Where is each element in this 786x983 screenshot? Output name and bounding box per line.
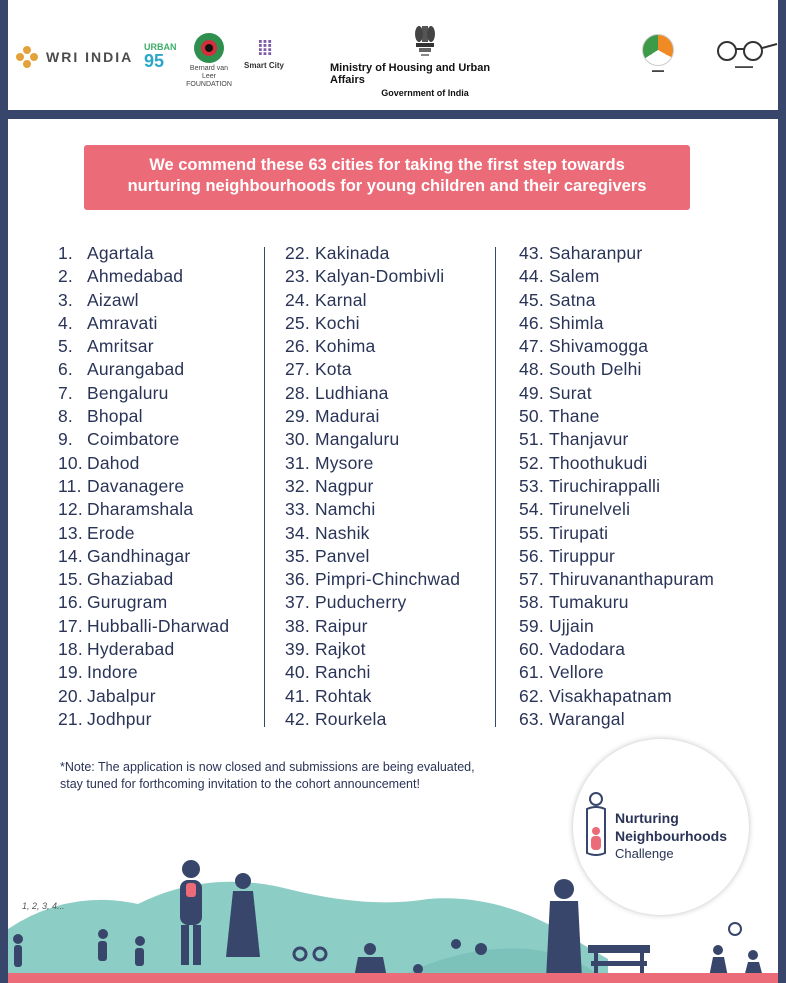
spectacles-icon (709, 40, 779, 62)
ministry-logo (330, 24, 520, 98)
city-number: 61. (519, 662, 544, 683)
city-number: 34. (285, 522, 310, 543)
city-name: Dahod (87, 452, 140, 473)
city-list-item (58, 290, 229, 313)
city-number: 53. (519, 475, 544, 496)
city-name: Visakhapatnam (548, 685, 672, 706)
city-name: Nashik (314, 522, 370, 543)
city-number: 58. (519, 592, 544, 613)
city-name: Gandhinagar (87, 545, 191, 566)
city-number: 56. (519, 545, 544, 566)
city-list-item (519, 243, 714, 266)
city-number: 6. (58, 359, 73, 380)
city-number: 19. (58, 662, 83, 683)
city-list-item (58, 546, 229, 569)
city-list-item (285, 266, 460, 289)
city-number: 36. (285, 569, 310, 590)
city-name: Surat (548, 382, 592, 403)
city-list-item (519, 686, 714, 709)
city-number: 10. (58, 452, 83, 473)
city-name: Shimla (548, 312, 604, 333)
city-number: 60. (519, 639, 544, 660)
city-name: Kalyan-Dombivli (314, 266, 445, 287)
city-list-item (285, 686, 460, 709)
city-list-item (519, 406, 714, 429)
city-list-item (519, 523, 714, 546)
city-list-item (519, 336, 714, 359)
smart-city-mark-icon: ⁞⁞⁞ (257, 38, 271, 60)
city-number: 52. (519, 452, 544, 473)
city-list-item (285, 616, 460, 639)
city-number: 14. (58, 545, 83, 566)
city-number: 35. (285, 545, 310, 566)
city-name: Namchi (314, 499, 376, 520)
aatmanirbhar-text: ▬▬ (652, 68, 664, 74)
city-number: 4. (58, 312, 73, 333)
city-name: Erode (87, 522, 135, 543)
city-number: 9. (58, 429, 73, 450)
city-list-item (58, 616, 229, 639)
city-name: Kochi (314, 312, 360, 333)
urban95-logo (144, 42, 177, 70)
smart-city-logo-text: Smart City (243, 61, 284, 70)
city-number: 24. (285, 289, 310, 310)
city-list-item (519, 453, 714, 476)
city-name: Raipur (314, 615, 368, 636)
city-number: 38. (285, 615, 310, 636)
city-name: Karnal (314, 289, 367, 310)
city-number: 31. (285, 452, 310, 473)
city-list-item (58, 639, 229, 662)
city-list-item (285, 592, 460, 615)
city-list-item (285, 639, 460, 662)
city-list-item (58, 359, 229, 382)
city-number: 51. (519, 429, 544, 450)
city-name: Satna (548, 289, 596, 310)
caregiver-child-icon (581, 791, 611, 871)
city-list-item (519, 499, 714, 522)
city-number: 29. (285, 406, 310, 427)
city-name: Rourkela (314, 708, 387, 729)
note-line-1: *Note: The application is now closed and submissions are being evaluated, (60, 760, 475, 774)
city-number: 15. (58, 569, 83, 590)
badge-text (615, 809, 727, 863)
city-number: 46. (519, 312, 544, 333)
city-name: Tirunelveli (548, 499, 631, 520)
wri-logo-text: WRI INDIA (46, 49, 134, 65)
city-number: 18. (58, 639, 83, 660)
bvl-logo-text: Bernard van Leer FOUNDATION (186, 65, 232, 88)
urban95-line1: URBAN (144, 42, 177, 52)
city-number: 17. (58, 615, 83, 636)
city-list-item (285, 453, 460, 476)
smart-city-logo (238, 38, 290, 70)
city-name: Bhopal (87, 406, 143, 427)
city-list-item (285, 359, 460, 382)
city-number: 49. (519, 382, 544, 403)
city-number: 39. (285, 639, 310, 660)
city-name: Kota (314, 359, 352, 380)
city-name: Gurugram (87, 592, 168, 613)
wri-india-logo (16, 46, 133, 68)
city-list-item (285, 406, 460, 429)
city-list-item (519, 290, 714, 313)
city-name: Madurai (314, 406, 380, 427)
city-number: 47. (519, 336, 544, 357)
city-number: 44. (519, 266, 544, 287)
city-number: 59. (519, 615, 544, 636)
city-name: Panvel (314, 545, 370, 566)
city-number: 42. (285, 708, 310, 729)
city-name: Hyderabad (87, 639, 175, 660)
city-list-item (519, 313, 714, 336)
city-list-item (519, 546, 714, 569)
city-number: 30. (285, 429, 310, 450)
city-number: 8. (58, 406, 73, 427)
city-name: Kakinada (314, 243, 390, 263)
city-list-item (58, 336, 229, 359)
aatmanirbhar-mark-icon (642, 34, 674, 66)
city-number: 57. (519, 569, 544, 590)
evaluation-note (60, 759, 560, 793)
city-name: Mangaluru (314, 429, 400, 450)
city-number: 48. (519, 359, 544, 380)
city-name: Salem (548, 266, 600, 287)
city-name: Tirupati (548, 522, 609, 543)
city-list-item (285, 336, 460, 359)
city-number: 23. (285, 266, 310, 287)
city-name: Saharanpur (548, 243, 643, 263)
aatmanirbhar-logo (636, 34, 680, 74)
city-list-item (285, 476, 460, 499)
city-list-item (285, 523, 460, 546)
badge-line-1: Nurturing (615, 810, 679, 826)
city-list-item (58, 592, 229, 615)
city-number: 41. (285, 685, 310, 706)
banner-line-2: nurturing neighbourhoods for young children and their caregivers (127, 177, 647, 195)
city-list-item (519, 709, 714, 732)
city-list-item (285, 569, 460, 592)
city-number: 27. (285, 359, 310, 380)
city-number: 1. (58, 243, 73, 263)
city-list-item (519, 592, 714, 615)
city-name: Thoothukudi (548, 452, 648, 473)
city-list-item (58, 243, 229, 266)
city-name: Bengaluru (87, 382, 169, 403)
city-list-item (519, 266, 714, 289)
city-list-item (285, 662, 460, 685)
government-name: Government of India (381, 88, 469, 98)
banner-line-1: We commend these 63 cities for taking the first step towards (149, 156, 625, 174)
main-panel (8, 119, 778, 983)
city-name: Rohtak (314, 685, 372, 706)
city-name: Mysore (314, 452, 374, 473)
city-name: Thiruvananthapuram (548, 569, 715, 590)
city-number: 37. (285, 592, 310, 613)
city-number: 21. (58, 708, 83, 729)
national-emblem-icon (413, 24, 437, 58)
counting-text: 1, 2, 3, 4... (22, 901, 65, 911)
city-name: Warangal (548, 708, 625, 729)
city-number: 2. (58, 266, 73, 287)
swachh-bharat-text: ▬▬▬ (735, 64, 753, 70)
city-name: Aurangabad (87, 359, 185, 380)
city-list-item (58, 453, 229, 476)
city-list-item (58, 476, 229, 499)
city-name: Dharamshala (87, 499, 194, 520)
header-bar (8, 0, 778, 110)
city-number: 12. (58, 499, 83, 520)
city-column-2 (285, 243, 460, 732)
note-line-2: stay tuned for forthcoming invitation to the cohort announcement! (60, 777, 420, 791)
city-list-item (58, 662, 229, 685)
city-list-item (285, 429, 460, 452)
challenge-badge (573, 739, 749, 915)
city-name: Nagpur (314, 475, 374, 496)
city-name: Aizawl (87, 289, 139, 310)
city-list-item (58, 383, 229, 406)
city-number: 28. (285, 382, 310, 403)
city-number: 32. (285, 475, 310, 496)
city-number: 11. (58, 475, 82, 496)
city-number: 45. (519, 289, 544, 310)
city-name: Thane (548, 406, 600, 427)
city-name: Ludhiana (314, 382, 389, 403)
city-name: Tiruppur (548, 545, 616, 566)
city-number: 33. (285, 499, 310, 520)
city-name: Amravati (87, 312, 158, 333)
city-number: 63. (519, 708, 544, 729)
city-list-item (519, 569, 714, 592)
city-name: Jabalpur (87, 685, 156, 706)
city-number: 13. (58, 522, 83, 543)
city-column-1 (58, 243, 229, 732)
city-list-item (519, 476, 714, 499)
city-name: Ahmedabad (87, 266, 184, 287)
city-name: Amritsar (87, 336, 154, 357)
city-name: Coimbatore (87, 429, 180, 450)
badge-line-3: Challenge (615, 846, 674, 861)
city-list-item (519, 639, 714, 662)
city-number: 43. (519, 243, 544, 263)
city-list-item (285, 709, 460, 732)
city-name: Hubballi-Dharwad (87, 615, 230, 636)
city-number: 50. (519, 406, 544, 427)
city-list-item (519, 429, 714, 452)
city-list-item (285, 290, 460, 313)
city-list-item (58, 709, 229, 732)
city-list-item (285, 499, 460, 522)
city-number: 20. (58, 685, 83, 706)
city-name: Kohima (314, 336, 376, 357)
city-name: Puducherry (314, 592, 407, 613)
wri-mark-icon (16, 46, 38, 68)
city-list-item (285, 383, 460, 406)
city-list-item (285, 243, 460, 266)
city-number: 54. (519, 499, 544, 520)
city-number: 55. (519, 522, 544, 543)
city-list-item (519, 616, 714, 639)
city-name: Davanagere (87, 475, 185, 496)
city-number: 22. (285, 243, 310, 263)
bvl-mark-icon (194, 33, 224, 63)
city-number: 26. (285, 336, 310, 357)
headline-banner (84, 145, 690, 210)
swachh-bharat-logo (702, 40, 786, 70)
column-divider (495, 247, 496, 727)
city-number: 62. (519, 685, 544, 706)
city-list-item (58, 313, 229, 336)
city-list-item (519, 383, 714, 406)
city-name: Thanjavur (548, 429, 629, 450)
city-name: Agartala (87, 243, 154, 263)
city-name: Shivamogga (548, 336, 649, 357)
city-name: Jodhpur (87, 708, 152, 729)
city-name: Vadodara (548, 639, 626, 660)
bernard-van-leer-logo (186, 33, 232, 89)
city-list-item (519, 662, 714, 685)
city-name: Ghaziabad (87, 569, 174, 590)
city-list-item (58, 523, 229, 546)
city-list-item (58, 499, 229, 522)
city-number: 16. (58, 592, 83, 613)
city-name: Rajkot (314, 639, 366, 660)
city-list-item (58, 569, 229, 592)
city-name: Ranchi (314, 662, 371, 683)
city-number: 5. (58, 336, 73, 357)
city-list-item (58, 406, 229, 429)
city-name: South Delhi (548, 359, 642, 380)
city-list-item (285, 546, 460, 569)
city-number: 25. (285, 312, 310, 333)
badge-line-2: Neighbourhoods (615, 828, 727, 844)
city-list-item (285, 313, 460, 336)
city-list-item (519, 359, 714, 382)
city-number: 40. (285, 662, 310, 683)
city-column-3 (519, 243, 714, 732)
ministry-name: Ministry of Housing and Urban Affairs (330, 62, 491, 86)
city-name: Indore (87, 662, 138, 683)
urban95-line2: 95 (144, 51, 165, 71)
city-name: Tumakuru (548, 592, 629, 613)
city-name: Pimpri-Chinchwad (314, 569, 461, 590)
bottom-accent-bar (8, 973, 778, 983)
column-divider (264, 247, 265, 727)
city-name: Tiruchirappalli (548, 475, 661, 496)
city-name: Vellore (548, 662, 604, 683)
city-list-item (58, 266, 229, 289)
city-list-item (58, 686, 229, 709)
city-number: 7. (58, 382, 73, 403)
city-name: Ujjain (548, 615, 594, 636)
city-list-item (58, 429, 229, 452)
city-number: 3. (58, 289, 73, 310)
